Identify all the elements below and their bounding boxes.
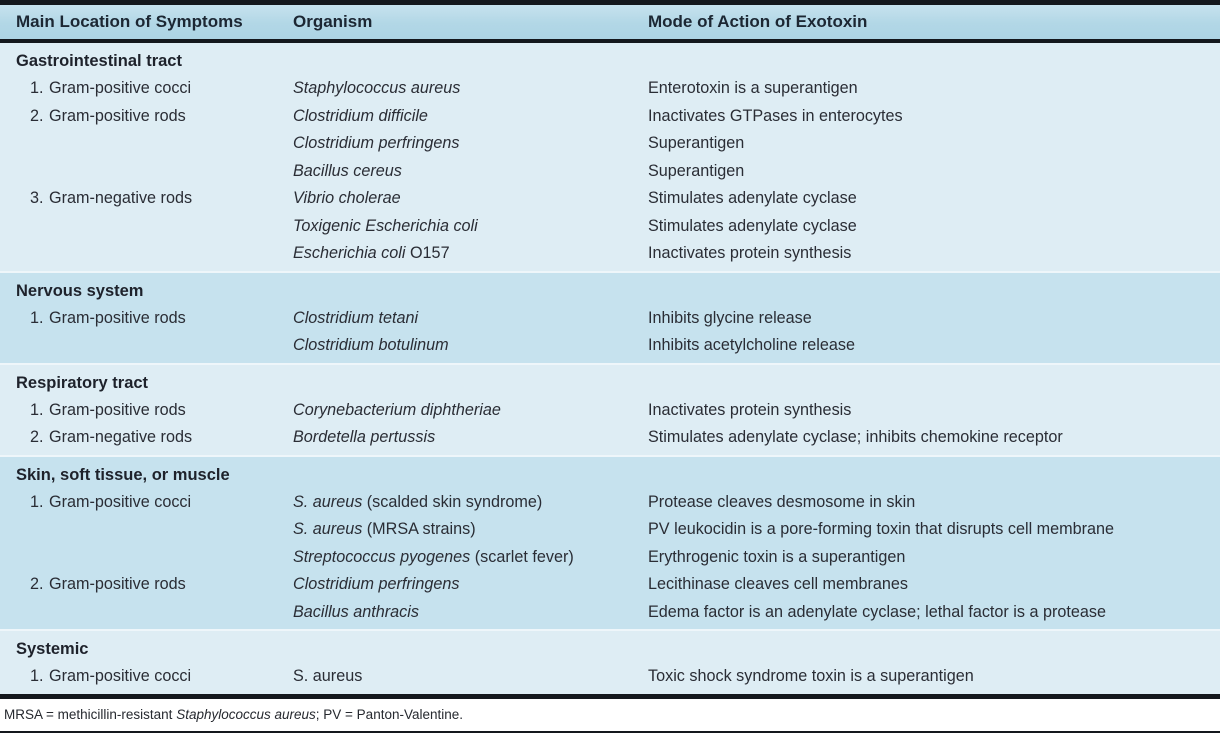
table-row	[0, 185, 1220, 213]
location-cell	[0, 663, 293, 691]
organism-cell: S. aureus	[293, 667, 363, 685]
section-gastrointestinal-tract	[0, 43, 1220, 271]
location-cell	[0, 571, 293, 599]
table-row	[0, 213, 1220, 241]
action-cell: Lecithinase cleaves cell membranes	[648, 575, 909, 593]
organism-cell: S. aureus (MRSA strains)	[293, 520, 476, 538]
action-cell: Toxic shock syndrome toxin is a superantigen	[648, 667, 974, 685]
organism-cell: Clostridium perfringens	[293, 575, 460, 593]
location-label: Gram-positive rods	[49, 400, 186, 419]
organism-cell: Corynebacterium diphtheriae	[293, 400, 501, 419]
location-label: Gram-positive cocci	[49, 79, 192, 97]
action-cell: Edema factor is an adenylate cyclase; lethal factor is a protease	[648, 602, 1106, 621]
action-cell: Superantigen	[648, 134, 745, 152]
row-number: 3.	[30, 189, 44, 207]
table-row	[0, 599, 1220, 627]
section-title: Skin, soft tissue, or muscle	[16, 465, 230, 484]
location-cell	[0, 305, 293, 333]
section-title: Respiratory tract	[16, 373, 149, 392]
section-systemic	[0, 629, 1220, 694]
action-cell: Protease cleaves desmosome in skin	[648, 492, 916, 511]
row-number: 1.	[30, 400, 44, 419]
organism-cell: Clostridium perfringens	[293, 134, 460, 152]
location-label: Gram-negative rods	[49, 428, 193, 446]
action-cell: Inactivates GTPases in enterocytes	[648, 106, 903, 125]
action-cell: Inactivates protein synthesis	[648, 400, 852, 419]
table-row	[0, 75, 1220, 103]
action-cell: Erythrogenic toxin is a superantigen	[648, 547, 906, 566]
location-cell	[0, 516, 293, 544]
location-cell	[0, 75, 293, 103]
location-label: Gram-positive cocci	[49, 492, 192, 511]
table-row	[0, 158, 1220, 186]
organism-cell: Clostridium tetani	[293, 308, 419, 327]
location-cell	[0, 544, 293, 572]
organism-cell: Clostridium botulinum	[293, 336, 449, 354]
location-cell	[0, 158, 293, 186]
location-cell	[0, 103, 293, 131]
table-row	[0, 305, 1220, 333]
table-row	[0, 240, 1220, 268]
section-skin-soft-tissue-or-muscle	[0, 455, 1220, 630]
row-number: 2.	[30, 106, 44, 125]
location-cell	[0, 240, 293, 268]
section-respiratory-tract	[0, 363, 1220, 455]
action-cell: PV leukocidin is a pore-forming toxin that disrupts cell membrane	[648, 520, 1115, 538]
section-title: Nervous system	[16, 281, 144, 300]
location-cell	[0, 213, 293, 241]
location-cell	[0, 185, 293, 213]
action-cell: Inhibits glycine release	[648, 308, 812, 327]
location-label: Gram-positive cocci	[49, 667, 192, 685]
column-header-location: Main Location of Symptoms	[16, 12, 243, 31]
action-cell: Stimulates adenylate cyclase	[648, 216, 857, 235]
organism-cell: Streptococcus pyogenes (scarlet fever)	[293, 547, 574, 566]
table-header-row	[0, 5, 1220, 39]
table-row	[0, 571, 1220, 599]
organism-cell: Toxigenic Escherichia coli	[293, 216, 478, 235]
row-number: 2.	[30, 575, 44, 593]
location-label: Gram-negative rods	[49, 189, 193, 207]
action-cell: Inhibits acetylcholine release	[648, 336, 855, 354]
location-label: Gram-positive rods	[49, 106, 186, 125]
row-number: 2.	[30, 428, 44, 446]
table-row	[0, 332, 1220, 360]
organism-cell: S. aureus (scalded skin syndrome)	[293, 492, 543, 511]
row-number: 1.	[30, 667, 44, 685]
table-body	[0, 43, 1220, 694]
action-cell: Superantigen	[648, 161, 745, 180]
organism-cell: Escherichia coli O157	[293, 244, 450, 262]
table-row	[0, 489, 1220, 517]
location-cell	[0, 424, 293, 452]
location-cell	[0, 489, 293, 517]
table-row	[0, 544, 1220, 572]
table-row	[0, 516, 1220, 544]
table-row	[0, 424, 1220, 452]
action-cell: Enterotoxin is a superantigen	[648, 79, 858, 97]
table-row	[0, 663, 1220, 691]
footnote-text: MRSA = methicillin-resistant Staphylococcus aureus; PV = Panton-Valentine.	[4, 707, 464, 722]
action-cell: Inactivates protein synthesis	[648, 244, 852, 262]
location-cell	[0, 599, 293, 627]
section-title: Gastrointestinal tract	[16, 52, 182, 70]
organism-cell: Vibrio cholerae	[293, 189, 401, 207]
action-cell: Stimulates adenylate cyclase	[648, 189, 857, 207]
location-cell	[0, 397, 293, 425]
table-row	[0, 397, 1220, 425]
organism-cell: Staphylococcus aureus	[293, 79, 461, 97]
location-cell	[0, 130, 293, 158]
organism-cell: Bacillus cereus	[293, 161, 402, 180]
row-number: 1.	[30, 492, 44, 511]
column-header-organism: Organism	[293, 12, 373, 31]
section-title: Systemic	[16, 640, 89, 658]
row-number: 1.	[30, 308, 44, 327]
organism-cell: Bacillus anthracis	[293, 602, 419, 621]
table-row	[0, 130, 1220, 158]
row-number: 1.	[30, 79, 44, 97]
location-cell	[0, 332, 293, 360]
column-header-mode-of-action: Mode of Action of Exotoxin	[648, 12, 868, 31]
table-row	[0, 103, 1220, 131]
location-label: Gram-positive rods	[49, 575, 186, 593]
organism-cell: Bordetella pertussis	[293, 428, 436, 446]
page-bottom-rule	[0, 731, 1220, 733]
section-nervous-system	[0, 271, 1220, 363]
location-label: Gram-positive rods	[49, 308, 186, 327]
organism-cell: Clostridium difficile	[293, 106, 428, 125]
action-cell: Stimulates adenylate cyclase; inhibits chemokine receptor	[648, 428, 1063, 446]
